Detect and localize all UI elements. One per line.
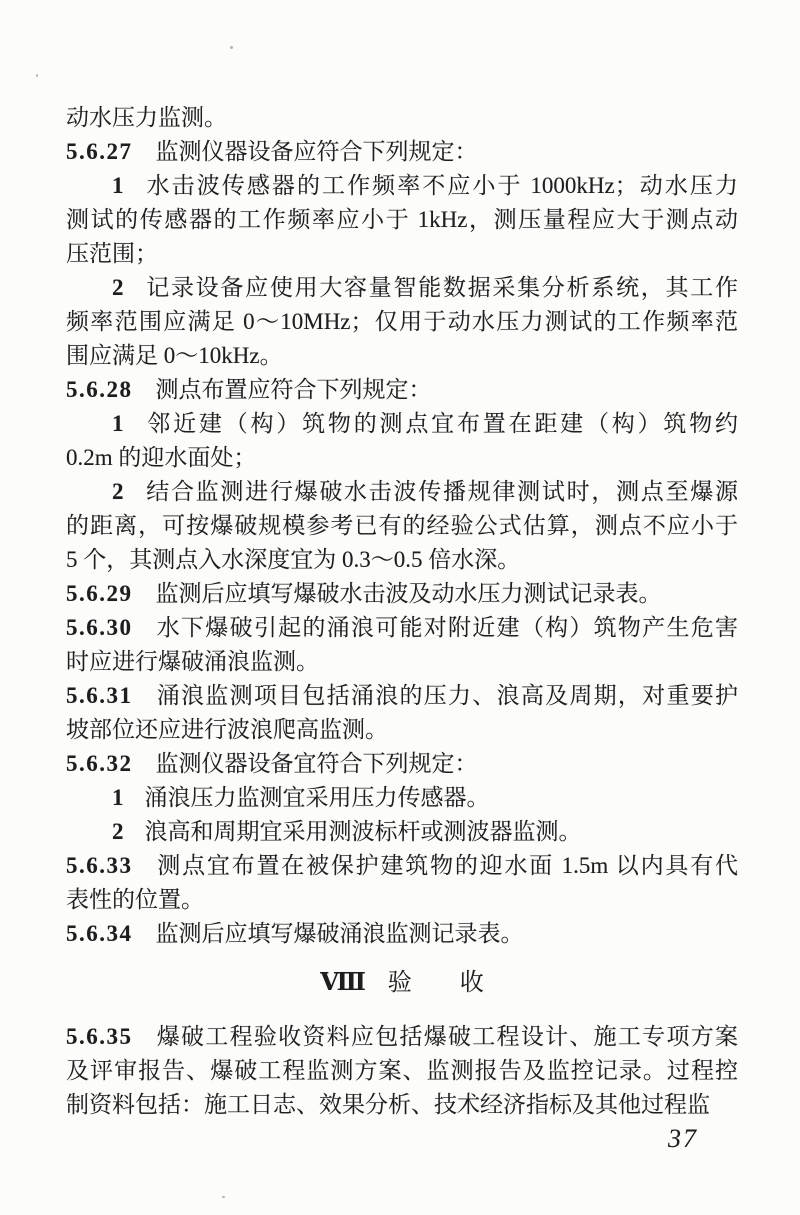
text-line — [66, 101, 738, 135]
line-text: 及评审报告、爆破工程监测方案、监测报告及监控记录。过程控 — [66, 1058, 738, 1083]
line-text: 水下爆破引起的涌浪可能对附近建（构）筑物产生危害 — [155, 615, 738, 640]
section-title: 验 收 — [387, 970, 484, 996]
paragraph-5.6.27 — [66, 135, 738, 169]
paragraph-5.6.33 — [66, 849, 738, 917]
paragraph-5.6.30 — [66, 611, 738, 679]
line-text: 的距离，可按爆破规模参考已有的经验公式估算，测点不应小于 — [66, 513, 738, 538]
line-text: 涌浪监测项目包括涌浪的压力、浪高及周期，对重要护 — [155, 683, 738, 708]
paragraph-2 — [66, 271, 738, 373]
line-text: 压范围； — [66, 241, 158, 266]
text-line — [66, 577, 738, 611]
text-line — [66, 611, 738, 645]
text-line — [66, 407, 738, 441]
paragraph-2 — [66, 815, 738, 849]
document-content — [66, 101, 738, 1122]
text-line — [66, 645, 738, 679]
text-line — [66, 441, 738, 475]
text-line — [66, 917, 738, 951]
text-line — [66, 1020, 738, 1054]
text-line — [66, 815, 738, 849]
paragraph-1 — [66, 781, 738, 815]
clause-number: 5.6.30 — [66, 615, 133, 640]
section-heading — [66, 966, 738, 1000]
line-text: 涌浪压力监测宜采用压力传感器。 — [144, 785, 490, 810]
text-line — [66, 1054, 738, 1088]
text-line — [66, 781, 738, 815]
clause-number: 5.6.28 — [66, 377, 133, 402]
item-number: 1 — [112, 785, 124, 810]
line-text: 记录设备应使用大容量智能数据采集分析系统，其工作 — [144, 275, 738, 300]
paragraph-5.6.34 — [66, 917, 738, 951]
line-text: 监测仪器设备宜符合下列规定： — [155, 751, 478, 776]
item-number: 2 — [112, 819, 124, 844]
text-line — [66, 849, 738, 883]
paragraph-1 — [66, 407, 738, 475]
line-text: 监测仪器设备应符合下列规定： — [155, 139, 478, 164]
line-text: 浪高和周期宜采用测波标杆或测波器监测。 — [144, 819, 582, 844]
item-number: 2 — [112, 479, 124, 504]
clause-number: 5.6.33 — [66, 853, 133, 878]
item-number: 1 — [112, 411, 124, 436]
text-line — [66, 271, 738, 305]
line-text: 5 个，其测点入水深度宜为 0.3～0.5 倍水深。 — [66, 547, 521, 572]
text-line — [66, 373, 738, 407]
document-body — [66, 101, 738, 1156]
page-number: 37 — [668, 1124, 698, 1153]
text-line — [66, 543, 738, 577]
paragraph-5.6.28 — [66, 373, 738, 407]
line-text: 围应满足 0～10kHz。 — [66, 343, 283, 368]
clause-number: 5.6.27 — [66, 139, 133, 164]
line-text: 测点布置应符合下列规定： — [155, 377, 432, 402]
clause-number: 5.6.35 — [66, 1024, 133, 1049]
text-line — [66, 1088, 738, 1122]
scan-speck — [230, 46, 233, 49]
line-text: 坡部位还应进行波浪爬高监测。 — [66, 717, 388, 742]
item-number: 1 — [112, 173, 124, 198]
clause-number: 5.6.34 — [66, 921, 133, 946]
section-numeral: Ⅷ — [320, 970, 366, 996]
paragraph-5.6.31 — [66, 679, 738, 747]
clause-number: 5.6.32 — [66, 751, 133, 776]
line-text: 0.2m 的迎水面处； — [66, 445, 257, 470]
text-line — [66, 475, 738, 509]
text-line — [66, 135, 738, 169]
line-text: 结合监测进行爆破水击波传播规律测试时，测点至爆源 — [144, 479, 738, 504]
paragraph-continuation — [66, 101, 738, 135]
line-text: 制资料包括：施工日志、效果分析、技术经济指标及其他过程监 — [66, 1092, 710, 1117]
text-line — [66, 679, 738, 713]
paragraph-5.6.35 — [66, 1020, 738, 1122]
paragraph-5.6.32 — [66, 747, 738, 781]
scan-speck — [36, 74, 38, 77]
text-line — [66, 747, 738, 781]
item-number: 2 — [112, 275, 124, 300]
line-text: 时应进行爆破涌浪监测。 — [66, 649, 319, 674]
text-line — [66, 169, 738, 203]
line-text: 动水压力监测。 — [66, 105, 227, 130]
paragraph-1 — [66, 169, 738, 271]
text-line — [66, 509, 738, 543]
line-text: 水击波传感器的工作频率不应小于 1000kHz；动水压力 — [144, 173, 738, 198]
line-text: 爆破工程验收资料应包括爆破工程设计、施工专项方案 — [155, 1024, 738, 1049]
text-line — [66, 883, 738, 917]
text-line — [66, 203, 738, 237]
line-text: 监测后应填写爆破水击波及动水压力测试记录表。 — [155, 581, 662, 606]
text-line — [66, 339, 738, 373]
paragraph-5.6.29 — [66, 577, 738, 611]
scan-speck — [222, 1196, 225, 1198]
clause-number: 5.6.31 — [66, 683, 133, 708]
clause-number: 5.6.29 — [66, 581, 133, 606]
line-text: 频率范围应满足 0～10MHz；仅用于动水压力测试的工作频率范 — [66, 309, 738, 334]
text-line — [66, 237, 738, 271]
line-text: 监测后应填写爆破涌浪监测记录表。 — [155, 921, 524, 946]
text-line — [66, 305, 738, 339]
paragraph-2 — [66, 475, 738, 577]
line-text: 表性的位置。 — [66, 887, 204, 912]
line-text: 测点宜布置在被保护建筑物的迎水面 1.5m 以内具有代 — [155, 853, 738, 878]
text-line — [66, 713, 738, 747]
line-text: 测试的传感器的工作频率应小于 1kHz，测压量程应大于测点动 — [66, 207, 738, 232]
line-text: 邻近建（构）筑物的测点宜布置在距建（构）筑物约 — [144, 411, 738, 436]
